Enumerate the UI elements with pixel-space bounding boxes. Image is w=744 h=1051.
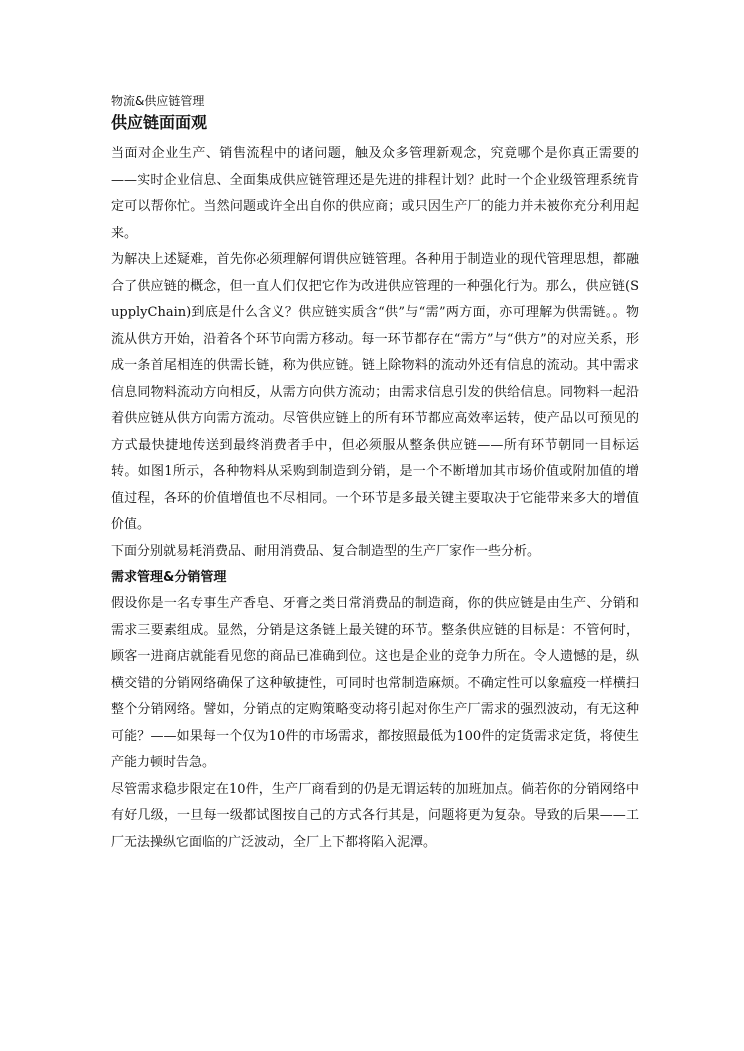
- body-paragraph: 为解决上述疑难，首先你必须理解何谓供应链管理。各种用于制造业的现代管理思想，都融合了供应链的概念，但一直人们仅把它作为改进供应管理的一种强化行为。那么，供应链(SupplyChain)到底是什么含义？供应链实质含“供”与“需”两方面，亦可理解为供需链。。物流从供方开始，沿着各个环节向需方移动。每一环节都存在“需方”与“供方”的对应关系，形成一条首尾相连的供需长链，称为供应链。链上除物料的流动外还有信息的流动。其中需求信息同物料流动方向相反，从需方向供方流动；由需求信息引发的供给信息。同物料一起沿着供应链从供方向需方流动。尽管供应链上的所有环节都应高效率运转，使产品以可预见的方式最快捷地传送到最终消费者手中，但必须服从整条供应链——所有环节朝同一目标运转。如图1所示，各种物料从采购到制造到分销，是一个不断增加其市场价值或附加值的增值过程，各环的价值增值也不尽相同。一个环节是多最关键主要取决于它能带来多大的增值价值。: [111, 252, 639, 532]
- body-paragraph: 当面对企业生产、销售流程中的诸问题，触及众多管理新观念，究竟哪个是你真正需要的——实时企业信息、全面集成供应链管理还是先进的排程计划？此时一个企业级管理系统肯定可以帮你忙。当然问题或许全出自你的供应商；或只因生产厂的能力并未被你充分利用起来。: [111, 146, 639, 241]
- body-paragraph: 尽管需求稳步限定在10件，生产厂商看到的仍是无谓运转的加班加点。倘若你的分销网络中有好几级，一旦每一级都试图按自己的方式各行其是，问题将更为复杂。导致的后果——工厂无法操纵它面临的广泛波动，全厂上下都将陷入泥潭。: [111, 781, 639, 850]
- section-heading: 需求管理&分销管理: [111, 570, 227, 585]
- body-paragraph: 下面分别就易耗消费品、耐用消费品、复合制造型的生产厂家作一些分析。: [111, 543, 541, 559]
- document-title: 供应链面面观: [111, 113, 208, 132]
- document-header: 物流&供应链管理: [111, 94, 205, 108]
- document-page: [111, 93, 639, 856]
- body-paragraph: 假设你是一名专事生产香皂、牙膏之类日常消费品的制造商，你的供应链是由生产、分销和需求三要素组成。显然，分销是这条链上最关键的环节。整条供应链的目标是：不管何时，顾客一进商店就能看见您的商品已准确到位。这也是企业的竞争力所在。令人遗憾的是，纵横交错的分销网络确保了这种敏捷性，可同时也常制造麻烦。不确定性可以象瘟疫一样横扫整个分销网络。譬如，分销点的定购策略变动将引起对你生产厂需求的强烈波动，有无这种可能？——如果每一个仅为10件的市场需求，都按照最低为100件的定货需求定货，将使生产能力顿时告急。: [111, 596, 639, 770]
